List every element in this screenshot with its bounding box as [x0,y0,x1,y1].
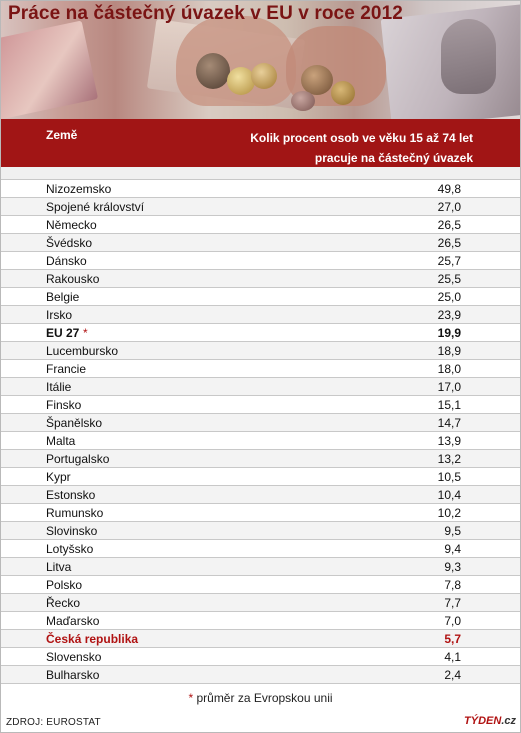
country-name: Bulharsko [46,668,100,682]
table-row [1,270,520,288]
footnote-marker: * [188,691,194,705]
percent-value: 9,5 [444,524,461,538]
country-name: Itálie [46,380,72,394]
table-row [1,288,520,306]
table-row [1,360,520,378]
table-row [1,414,520,432]
table-row [1,612,520,630]
table-row [1,504,520,522]
table-row [1,252,520,270]
percent-value: 26,5 [437,236,461,250]
table-row [1,180,520,198]
table-spacer-row [1,167,520,180]
table-row [1,378,520,396]
percent-value: 13,9 [437,434,461,448]
percent-value: 49,8 [437,182,461,196]
country-name: Portugalsko [46,452,110,466]
percent-value: 23,9 [437,308,461,322]
table-row [1,540,520,558]
percent-value: 18,0 [437,362,461,376]
header-photo [1,1,520,119]
percent-value: 9,3 [444,560,461,574]
country-name: Spojené království [46,200,145,214]
percent-value: 15,1 [437,398,461,412]
country-name: Dánsko [46,254,87,268]
column-header-value-line1: Kolik procent osob ve věku 15 až 74 let [250,131,473,145]
footnote [1,691,520,705]
table-row [1,576,520,594]
column-header-value-line2: pracuje na částečný úvazek [314,151,473,165]
coin [291,91,315,111]
country-name: Nizozemsko [46,182,112,196]
percent-value: 2,4 [444,668,461,682]
table-row [1,630,520,648]
country-name: Španělsko [46,416,103,430]
table-row [1,666,520,684]
table-header [1,119,520,167]
country-name: EU 27 [46,326,80,340]
country-name: Řecko [46,596,81,610]
column-header-country: Země [46,128,78,142]
data-table [1,167,520,684]
table-row [1,432,520,450]
country-name: Malta [46,434,76,448]
percent-value: 13,2 [437,452,461,466]
percent-value: 7,0 [444,614,461,628]
country-name: Slovinsko [46,524,98,538]
country-name: Švédsko [46,236,93,250]
percent-value: 17,0 [437,380,461,394]
percent-value: 10,5 [437,470,461,484]
table-row [1,396,520,414]
coin [331,81,355,105]
table-row [1,450,520,468]
brand-suffix: .cz [501,715,516,727]
country-name: Rumunsko [46,506,104,520]
table-row [1,234,520,252]
percent-value: 26,5 [437,218,461,232]
country-name: Francie [46,362,87,376]
table-row [1,198,520,216]
asterisk-marker: * [83,326,88,340]
portrait-shape [441,19,496,94]
country-name: Polsko [46,578,83,592]
table-row [1,522,520,540]
country-name: Maďarsko [46,614,100,628]
table-row [1,306,520,324]
percent-value: 4,1 [444,650,461,664]
table-row [1,342,520,360]
percent-value: 19,9 [437,326,461,340]
table-row [1,486,520,504]
table-row [1,324,520,342]
footnote-text: průměr za Evropskou unii [196,691,333,705]
page-title: Práce na částečný úvazek v EU v roce 2012 [8,3,403,24]
country-name: Belgie [46,290,80,304]
coin [251,63,277,89]
country-name: Estonsko [46,488,96,502]
country-name: Finsko [46,398,82,412]
country-name: Kypr [46,470,71,484]
percent-value: 10,4 [437,488,461,502]
country-name: Lucembursko [46,344,119,358]
country-name: Litva [46,560,72,574]
table-row [1,594,520,612]
percent-value: 14,7 [437,416,461,430]
percent-value: 27,0 [437,200,461,214]
table-row [1,468,520,486]
banknote-left [1,20,98,119]
country-name: Česká republika [46,632,139,646]
percent-value: 7,7 [444,596,461,610]
percent-value: 25,7 [437,254,461,268]
table-row [1,558,520,576]
percent-value: 25,0 [437,290,461,304]
percent-value: 10,2 [437,506,461,520]
percent-value: 25,5 [437,272,461,286]
percent-value: 18,9 [437,344,461,358]
country-name: Německo [46,218,97,232]
brand-name: TÝDEN [464,715,502,727]
country-name: Rakousko [46,272,100,286]
table-row [1,648,520,666]
table-row [1,216,520,234]
column-header-value [213,128,473,168]
source-label: ZDROJ: EUROSTAT [6,717,101,728]
country-name: Lotyšsko [46,542,94,556]
brand-logo [464,715,516,727]
coin [196,53,230,89]
table-body [1,180,520,684]
country-name: Irsko [46,308,73,322]
percent-value: 5,7 [444,632,461,646]
percent-value: 9,4 [444,542,461,556]
country-name: Slovensko [46,650,102,664]
percent-value: 7,8 [444,578,461,592]
